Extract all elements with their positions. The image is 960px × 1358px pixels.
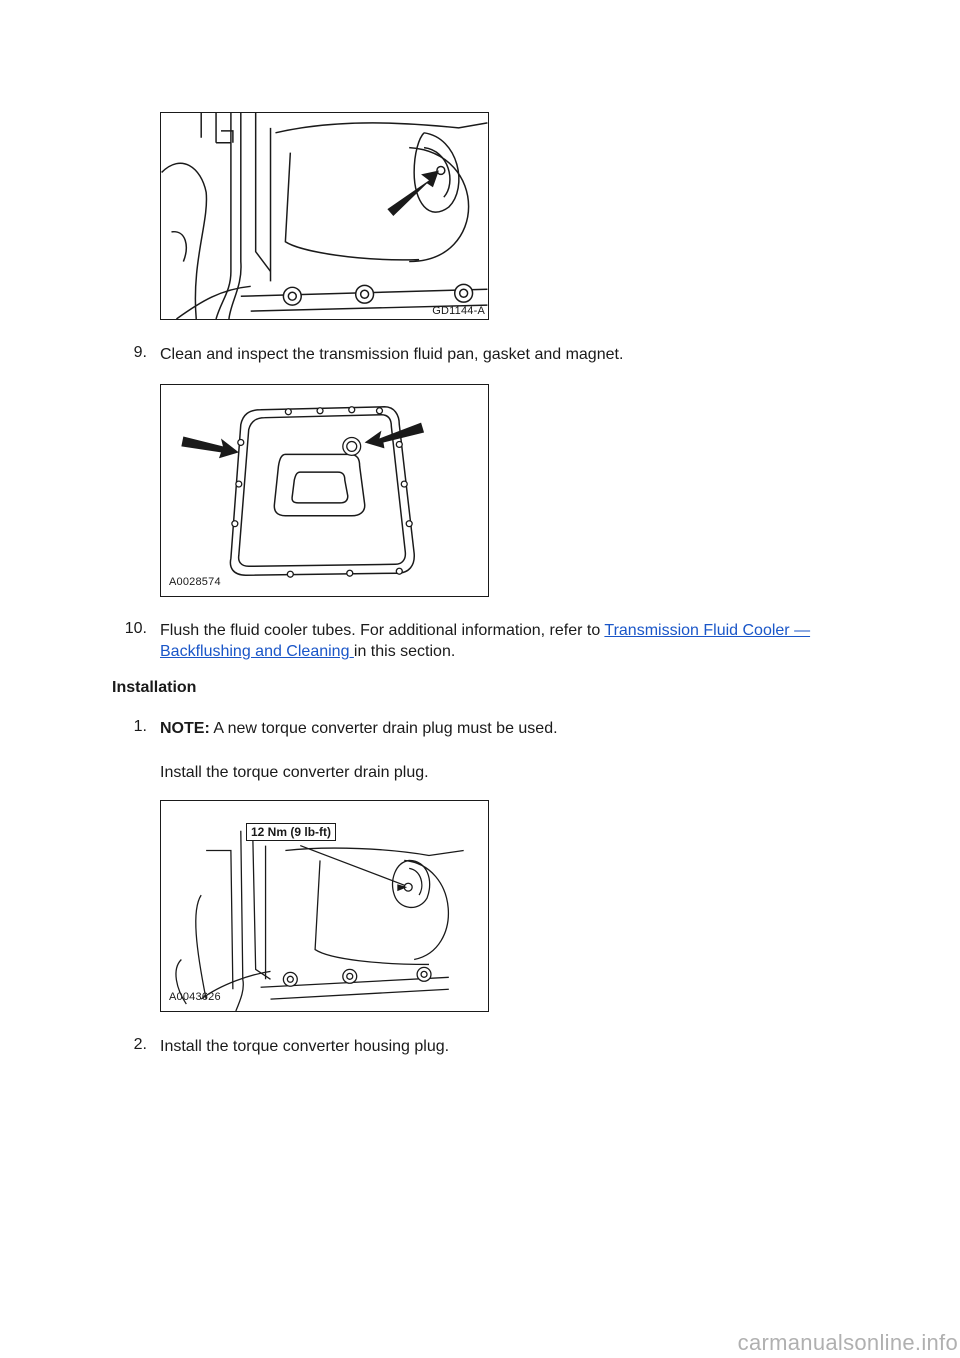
torque-callout: 12 Nm (9 lb-ft) [246, 823, 336, 841]
cooler-backflush-link-cont[interactable]: Backflushing and Cleaning [160, 643, 354, 660]
figure-drain-plug-torque [160, 800, 489, 1012]
step-number: 10. [124, 620, 147, 637]
fluid-pan-illustration [161, 385, 488, 596]
step-text-after: in this section. [353, 643, 456, 660]
note-label: NOTE: [160, 720, 210, 737]
step-number: 9. [133, 344, 147, 361]
cooler-backflush-link[interactable]: Transmission Fluid Cooler — [604, 622, 811, 639]
step-text-before: Flush the fluid cooler tubes. For additional information, refer to [160, 622, 605, 639]
site-watermark: carmanualsonline.info [737, 1330, 958, 1355]
figure-label: GD1144-A [432, 305, 485, 317]
note-text: A new torque converter drain plug must be used. [209, 720, 558, 737]
step-text: Clean and inspect the transmission fluid pan, gasket and magnet. [160, 346, 624, 363]
figure-label: A0043626 [169, 991, 221, 1003]
step-text: Install the torque converter drain plug. [160, 764, 429, 781]
step-note [160, 718, 558, 739]
figure-fluid-pan [160, 384, 489, 597]
step-number: 2. [133, 1036, 147, 1053]
section-heading: Installation [112, 679, 197, 696]
step-number: 1. [133, 718, 147, 735]
drain-plug-illustration [161, 113, 488, 319]
figure-label: A0028574 [169, 576, 221, 588]
step-text: Install the torque converter housing plug. [160, 1038, 450, 1055]
step-text [160, 620, 840, 662]
figure-drain-plug-location [160, 112, 489, 320]
